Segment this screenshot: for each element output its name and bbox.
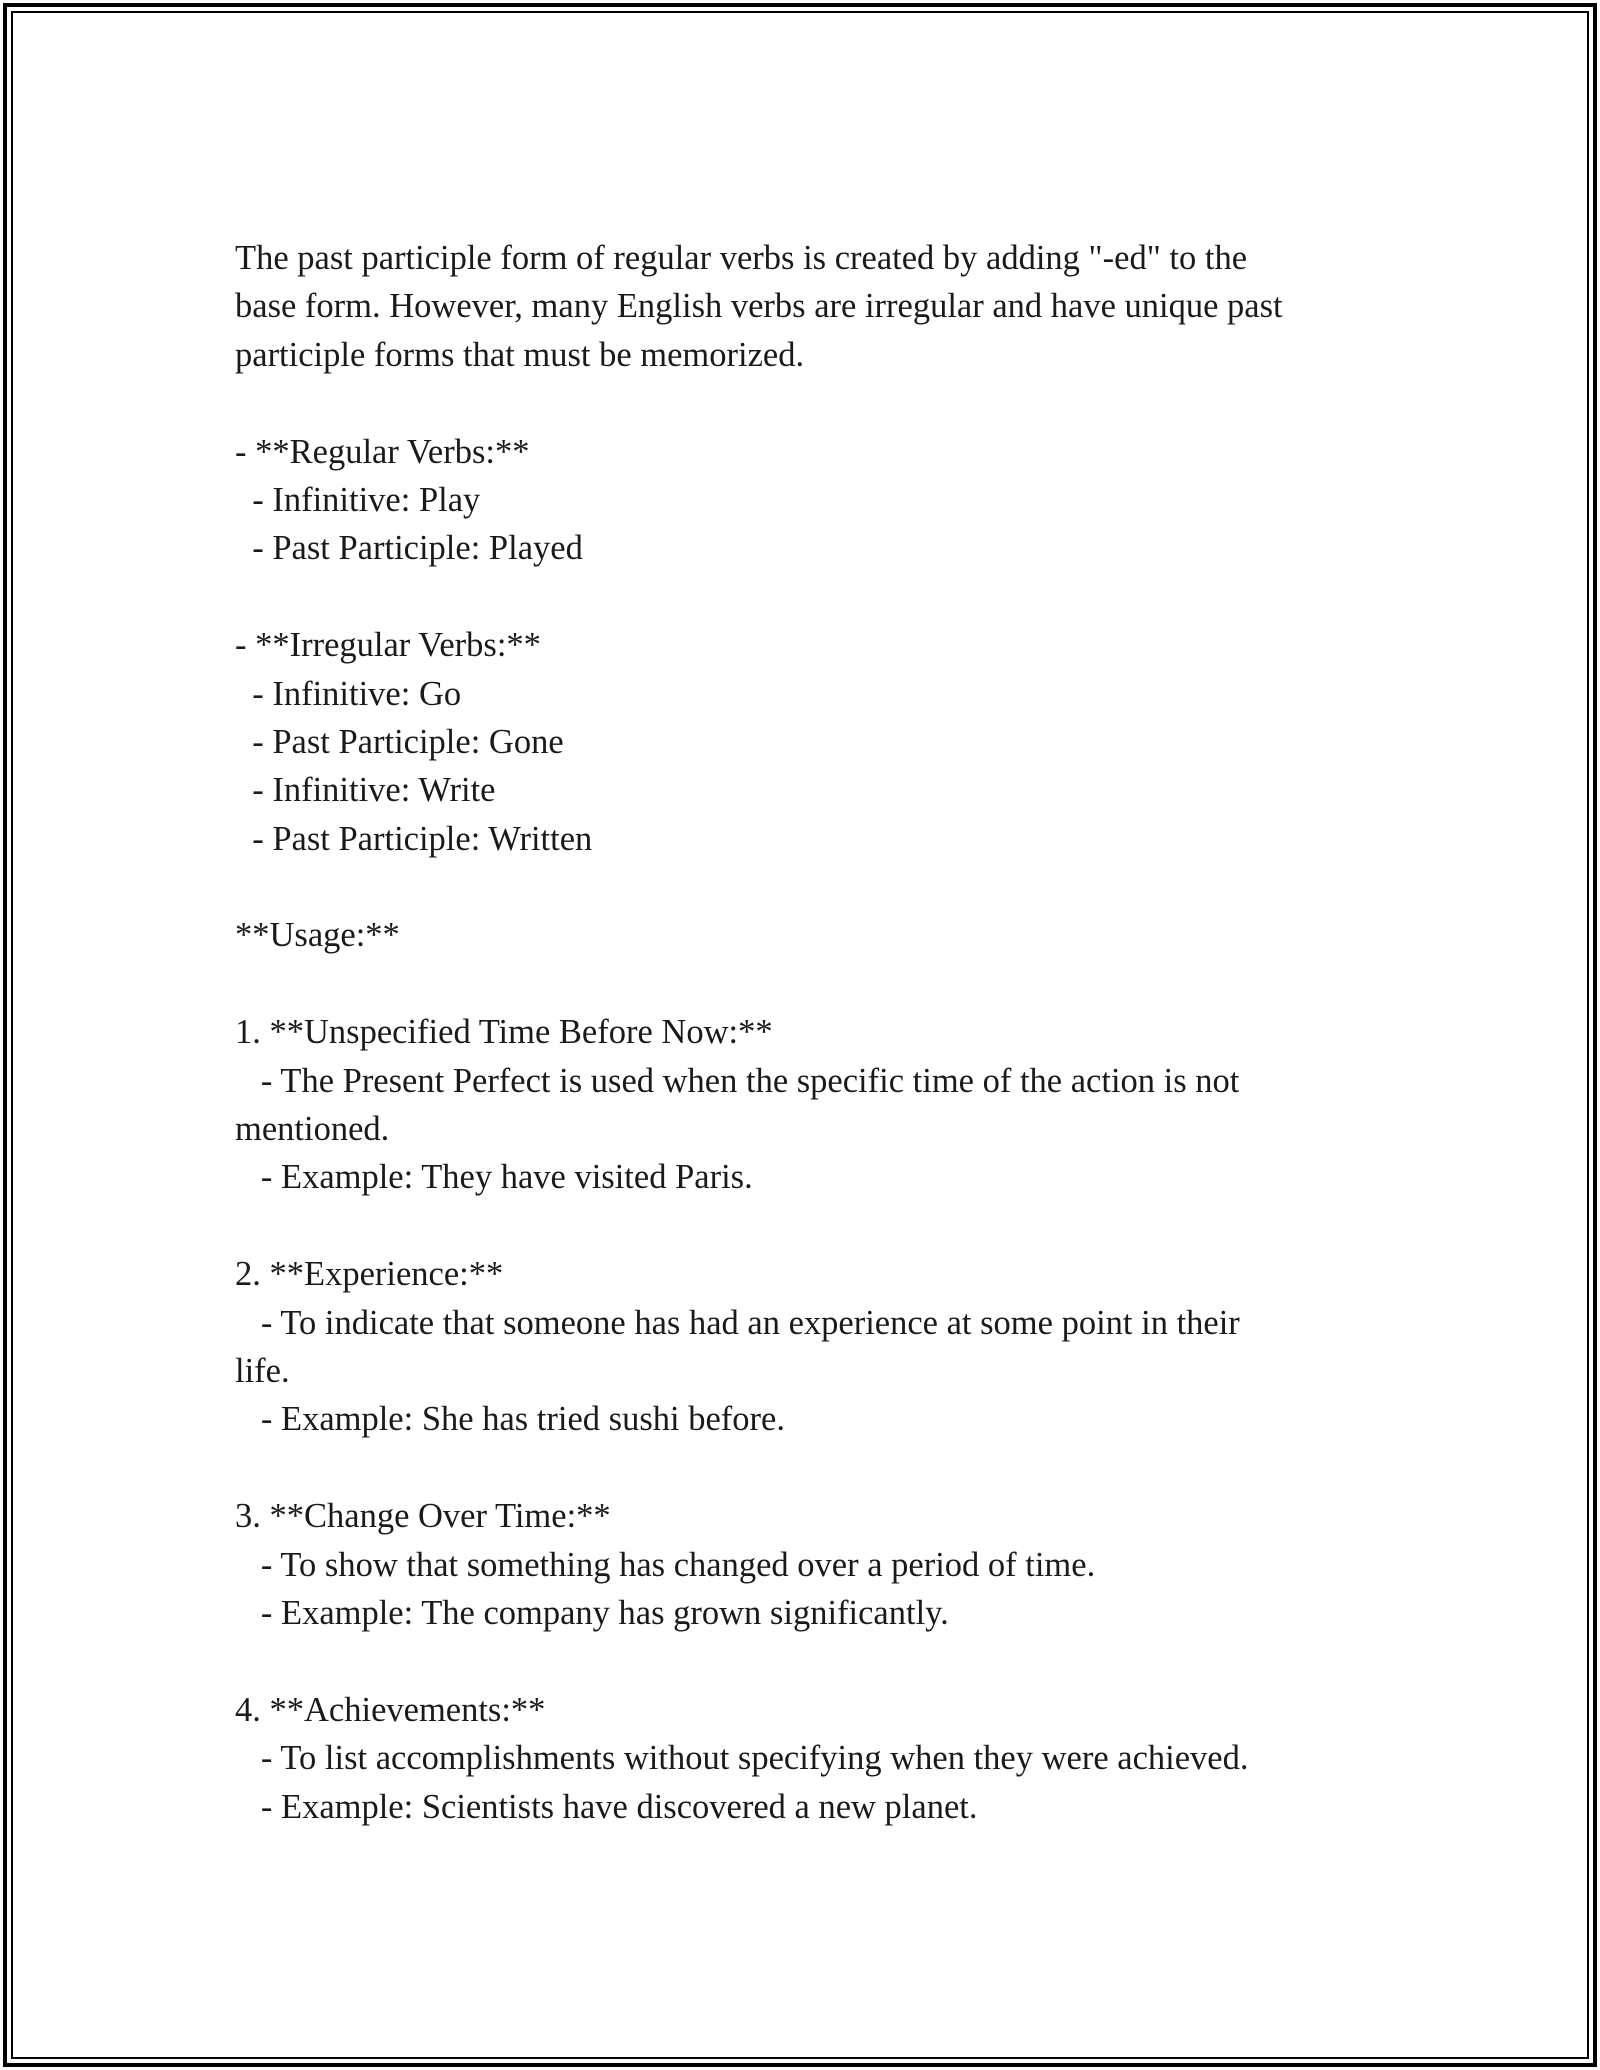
usage-item-line: - To show that something has changed over a period of time. bbox=[235, 1545, 1096, 1584]
intro-line: The past participle form of regular verbs is created by adding "-ed" to the bbox=[235, 239, 1248, 277]
intro-line: base form. However, many English verbs are irregular and have unique past bbox=[235, 287, 1283, 326]
regular-verbs-heading: - **Regular Verbs:** bbox=[235, 432, 530, 471]
document-body bbox=[235, 234, 1365, 1831]
usage-item-3 bbox=[235, 1492, 1365, 1637]
irregular-verbs-heading: - **Irregular Verbs:** bbox=[235, 626, 541, 665]
usage-item-line: - Example: Scientists have discovered a new planet. bbox=[235, 1787, 978, 1826]
usage-item-1 bbox=[235, 1008, 1365, 1202]
regular-verbs-section bbox=[235, 428, 1365, 573]
usage-item-line: - To indicate that someone has had an experience at some point in their bbox=[235, 1303, 1240, 1342]
usage-item-heading: 4. **Achievements:** bbox=[235, 1690, 546, 1729]
usage-item-line: mentioned. bbox=[235, 1110, 390, 1149]
usage-item-heading: 3. **Change Over Time:** bbox=[235, 1497, 611, 1536]
usage-item-2 bbox=[235, 1250, 1365, 1444]
usage-item-line: - Example: The company has grown significantly. bbox=[235, 1593, 949, 1632]
usage-item-heading: 1. **Unspecified Time Before Now:** bbox=[235, 1013, 773, 1052]
list-item: - Past Participle: Written bbox=[235, 819, 593, 858]
intro-paragraph bbox=[235, 234, 1365, 379]
list-item: - Infinitive: Play bbox=[235, 480, 481, 519]
usage-item-line: - To list accomplishments without specifying when they were achieved. bbox=[235, 1739, 1249, 1778]
usage-heading: **Usage:** bbox=[235, 916, 400, 955]
usage-item-line: - Example: She has tried sushi before. bbox=[235, 1400, 785, 1439]
list-item: - Past Participle: Played bbox=[235, 529, 583, 568]
intro-line: participle forms that must be memorized. bbox=[235, 335, 805, 374]
usage-item-4 bbox=[235, 1686, 1365, 1831]
list-item: - Infinitive: Write bbox=[235, 771, 496, 810]
usage-item-line: - Example: They have visited Paris. bbox=[235, 1158, 753, 1197]
irregular-verbs-section bbox=[235, 621, 1365, 863]
usage-item-line: - The Present Perfect is used when the specific time of the action is not bbox=[235, 1061, 1240, 1100]
list-item: - Past Participle: Gone bbox=[235, 722, 564, 761]
usage-item-heading: 2. **Experience:** bbox=[235, 1255, 504, 1294]
list-item: - Infinitive: Go bbox=[235, 674, 462, 713]
usage-item-line: life. bbox=[235, 1351, 290, 1390]
